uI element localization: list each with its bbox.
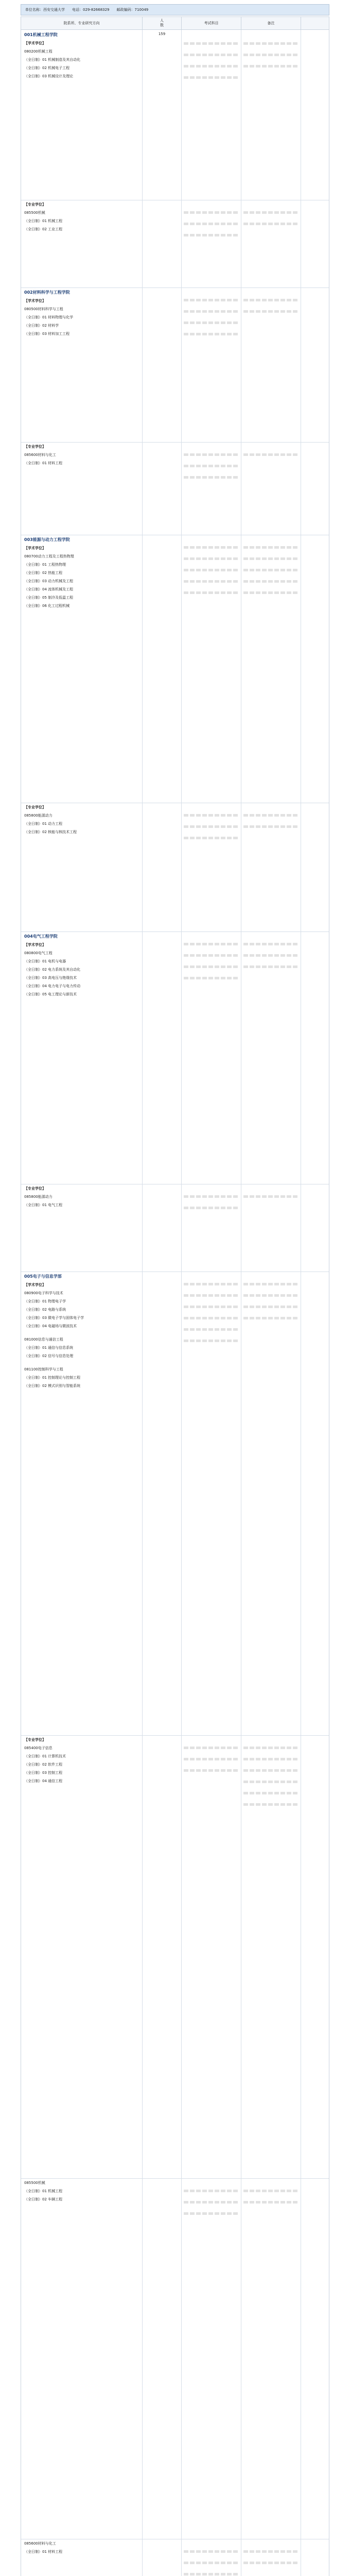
enrollment-count — [143, 931, 182, 1184]
extra-cell — [301, 2539, 329, 2576]
program-cell — [21, 30, 143, 200]
program-cell — [21, 287, 143, 442]
table-row — [21, 2539, 329, 2576]
program-line: （全日制）01 控制理论与控制工程 — [24, 1376, 81, 1380]
notes-cell — [241, 1735, 301, 2178]
program-line: 085600材料与化工 — [24, 453, 56, 457]
program-line: （全日制）01 动力工程 — [24, 822, 63, 826]
program-cell — [21, 1735, 143, 2178]
exam-cell — [182, 442, 241, 535]
exam-cell — [182, 1184, 241, 1272]
program-line: （全日制）01 材料工程 — [24, 461, 63, 465]
notes-cell — [241, 2178, 301, 2539]
enrollment-count — [143, 2178, 182, 2539]
notes-cell — [241, 535, 301, 803]
postal-code: 邮政编码：710049 — [116, 8, 149, 12]
extra-cell — [301, 287, 329, 442]
program-cell — [21, 1272, 143, 1735]
notes-cell — [241, 200, 301, 287]
notes-cell — [241, 1184, 301, 1272]
enrollment-count — [143, 2539, 182, 2576]
program-line: （全日制）03 微电子学与固体电子学 — [24, 1316, 84, 1320]
degree-type: 【学术学位】 — [24, 1283, 46, 1287]
table-row — [21, 931, 329, 1184]
exam-cell — [182, 1272, 241, 1735]
program-line: 080700动力工程及工程热物理 — [24, 554, 74, 558]
program-line: （全日制）03 动力机械及工程 — [24, 579, 74, 583]
table-row — [21, 1272, 329, 1736]
program-cell — [21, 200, 143, 287]
table-row — [21, 442, 329, 535]
extra-cell — [301, 442, 329, 535]
header-col-count: 人 数 — [143, 17, 182, 29]
extra-cell — [301, 1184, 329, 1272]
program-line: 085600材料与化工 — [24, 2541, 56, 2546]
program-cell — [21, 535, 143, 803]
program-line: （全日制）01 物理电子学 — [24, 1299, 66, 1303]
degree-type: 【学术学位】 — [24, 943, 46, 947]
program-line: 085400电子信息 — [24, 1746, 52, 1750]
enrollment-count — [143, 1184, 182, 1272]
program-line: （全日制）02 工业工程 — [24, 227, 63, 231]
table-row — [21, 287, 329, 443]
program-line: 080200机械工程 — [24, 49, 52, 54]
table-row — [21, 2178, 329, 2539]
program-line: （全日制）02 核能与核技术工程 — [24, 830, 77, 834]
unit-name: 单位名称：西安交通大学 — [25, 8, 65, 12]
extra-cell — [301, 1735, 329, 2178]
program-line: 085800能源动力 — [24, 1195, 52, 1199]
program-line: （全日制）04 通信工程 — [24, 1779, 63, 1783]
table-row — [21, 200, 329, 288]
table-row — [21, 535, 329, 803]
program-cell — [21, 931, 143, 1184]
notes-cell — [241, 30, 301, 200]
program-cell — [21, 1184, 143, 1272]
program-table — [21, 30, 329, 2576]
program-line: 081000信息与通信工程 — [24, 1337, 63, 1342]
program-line: 085500机械 — [24, 211, 45, 215]
enrollment-count — [143, 200, 182, 287]
notes-cell — [241, 2539, 301, 2576]
phone-number: 电话：029-82668329 — [72, 8, 110, 12]
degree-type: 【学术学位】 — [24, 546, 46, 550]
exam-cell — [182, 287, 241, 442]
table-row — [21, 30, 329, 200]
extra-cell — [301, 535, 329, 803]
extra-cell — [301, 1272, 329, 1735]
enrollment-count — [143, 442, 182, 535]
program-line: （全日制）01 材料工程 — [24, 2550, 63, 2554]
program-line: （全日制）01 通信与信息系统 — [24, 1346, 74, 1350]
degree-type: 【专业学位】 — [24, 1187, 46, 1191]
enrollment-count — [143, 1272, 182, 1735]
degree-type: 【专业学位】 — [24, 1738, 46, 1742]
program-cell — [21, 442, 143, 535]
program-line: （全日制）06 化工过程机械 — [24, 604, 70, 608]
program-line: （全日制）01 电机与电器 — [24, 959, 66, 963]
department-title: 001机械工程学院 — [24, 32, 58, 37]
program-line: （全日制）02 模式识别与智能系统 — [24, 1384, 81, 1388]
program-line: 085500机械 — [24, 2181, 45, 2185]
program-line: 080500材料科学与工程 — [24, 307, 63, 311]
header-col-exam: 考试科目 — [182, 17, 241, 29]
program-line: （全日制）01 机械工程 — [24, 2189, 63, 2193]
program-line: （全日制）02 热能工程 — [24, 571, 63, 575]
program-line: （全日制）03 材料加工工程 — [24, 332, 70, 336]
exam-cell — [182, 2178, 241, 2539]
exam-cell — [182, 1735, 241, 2178]
notes-cell — [241, 803, 301, 931]
enrollment-count — [143, 1735, 182, 2178]
degree-type: 【专业学位】 — [24, 202, 46, 207]
department-title: 004电气工程学院 — [24, 934, 58, 939]
program-line: （全日制）02 电路与系统 — [24, 1308, 66, 1312]
notes-cell — [241, 287, 301, 442]
exam-cell — [182, 200, 241, 287]
program-line: （全日制）03 控制工程 — [24, 1771, 63, 1775]
program-line: （全日制）02 车辆工程 — [24, 2197, 63, 2201]
department-title: 003能源与动力工程学院 — [24, 537, 70, 542]
program-line: （全日制）01 工程热物理 — [24, 563, 66, 567]
notes-cell — [241, 931, 301, 1184]
program-line: （全日制）04 流体机械及工程 — [24, 587, 74, 591]
degree-type: 【专业学位】 — [24, 445, 46, 449]
program-line: （全日制）05 电工理论与新技术 — [24, 992, 77, 996]
enrollment-count — [143, 803, 182, 931]
program-line: 081100控制科学与工程 — [24, 1367, 63, 1371]
program-line: （全日制）02 电力系统及其自动化 — [24, 968, 81, 972]
program-line: （全日制）01 机械工程 — [24, 219, 63, 223]
table-header — [21, 16, 329, 30]
extra-cell — [301, 2178, 329, 2539]
program-line: （全日制）03 高电压与绝缘技术 — [24, 976, 77, 980]
program-line: 080800电气工程 — [24, 951, 52, 955]
header-col-program: 院系所、专业研究方向 — [21, 17, 143, 29]
enrollment-count-value: 159 — [158, 32, 166, 36]
department-title: 002材料科学与工程学院 — [24, 290, 70, 295]
extra-cell — [301, 931, 329, 1184]
program-line: （全日制）02 软件工程 — [24, 1762, 63, 1767]
document-header-bar — [21, 4, 329, 15]
program-line: （全日制）01 机械制造及其自动化 — [24, 58, 81, 62]
header-col-notes: 备注 — [241, 17, 301, 29]
header-col-extra — [301, 17, 330, 29]
program-line: （全日制）03 机械设计及理论 — [24, 74, 74, 78]
program-line: （全日制）02 材料学 — [24, 324, 59, 328]
table-row — [21, 1735, 329, 2179]
degree-type: 【学术学位】 — [24, 41, 46, 45]
exam-cell — [182, 535, 241, 803]
program-line: （全日制）01 计算机技术 — [24, 1754, 66, 1758]
enrollment-count — [143, 287, 182, 442]
exam-cell — [182, 2539, 241, 2576]
extra-cell — [301, 803, 329, 931]
department-title: 005电子与信息学部 — [24, 1274, 62, 1279]
table-row — [21, 803, 329, 932]
exam-cell — [182, 803, 241, 931]
enrollment-count — [143, 535, 182, 803]
program-line: （全日制）05 制冷及低温工程 — [24, 596, 74, 600]
extra-cell — [301, 30, 329, 200]
program-line: （全日制）04 电磁场与微波技术 — [24, 1324, 77, 1328]
program-line: （全日制）02 信号与信息处理 — [24, 1354, 74, 1358]
notes-cell — [241, 1272, 301, 1735]
program-cell — [21, 2539, 143, 2576]
program-line: 085800能源动力 — [24, 814, 52, 818]
program-line: （全日制）01 材料物理与化学 — [24, 315, 74, 319]
extra-cell — [301, 200, 329, 287]
program-cell — [21, 2178, 143, 2539]
program-line: （全日制）04 电力电子与电力传动 — [24, 984, 81, 988]
enrollment-count — [143, 30, 182, 200]
program-line: （全日制）02 机械电子工程 — [24, 66, 70, 70]
notes-cell — [241, 442, 301, 535]
degree-type: 【专业学位】 — [24, 805, 46, 809]
program-cell — [21, 803, 143, 931]
degree-type: 【学术学位】 — [24, 299, 46, 303]
program-line: （全日制）01 电气工程 — [24, 1203, 63, 1207]
program-line: 080900电子科学与技术 — [24, 1291, 63, 1295]
exam-cell — [182, 30, 241, 200]
table-row — [21, 1184, 329, 1272]
exam-cell — [182, 931, 241, 1184]
